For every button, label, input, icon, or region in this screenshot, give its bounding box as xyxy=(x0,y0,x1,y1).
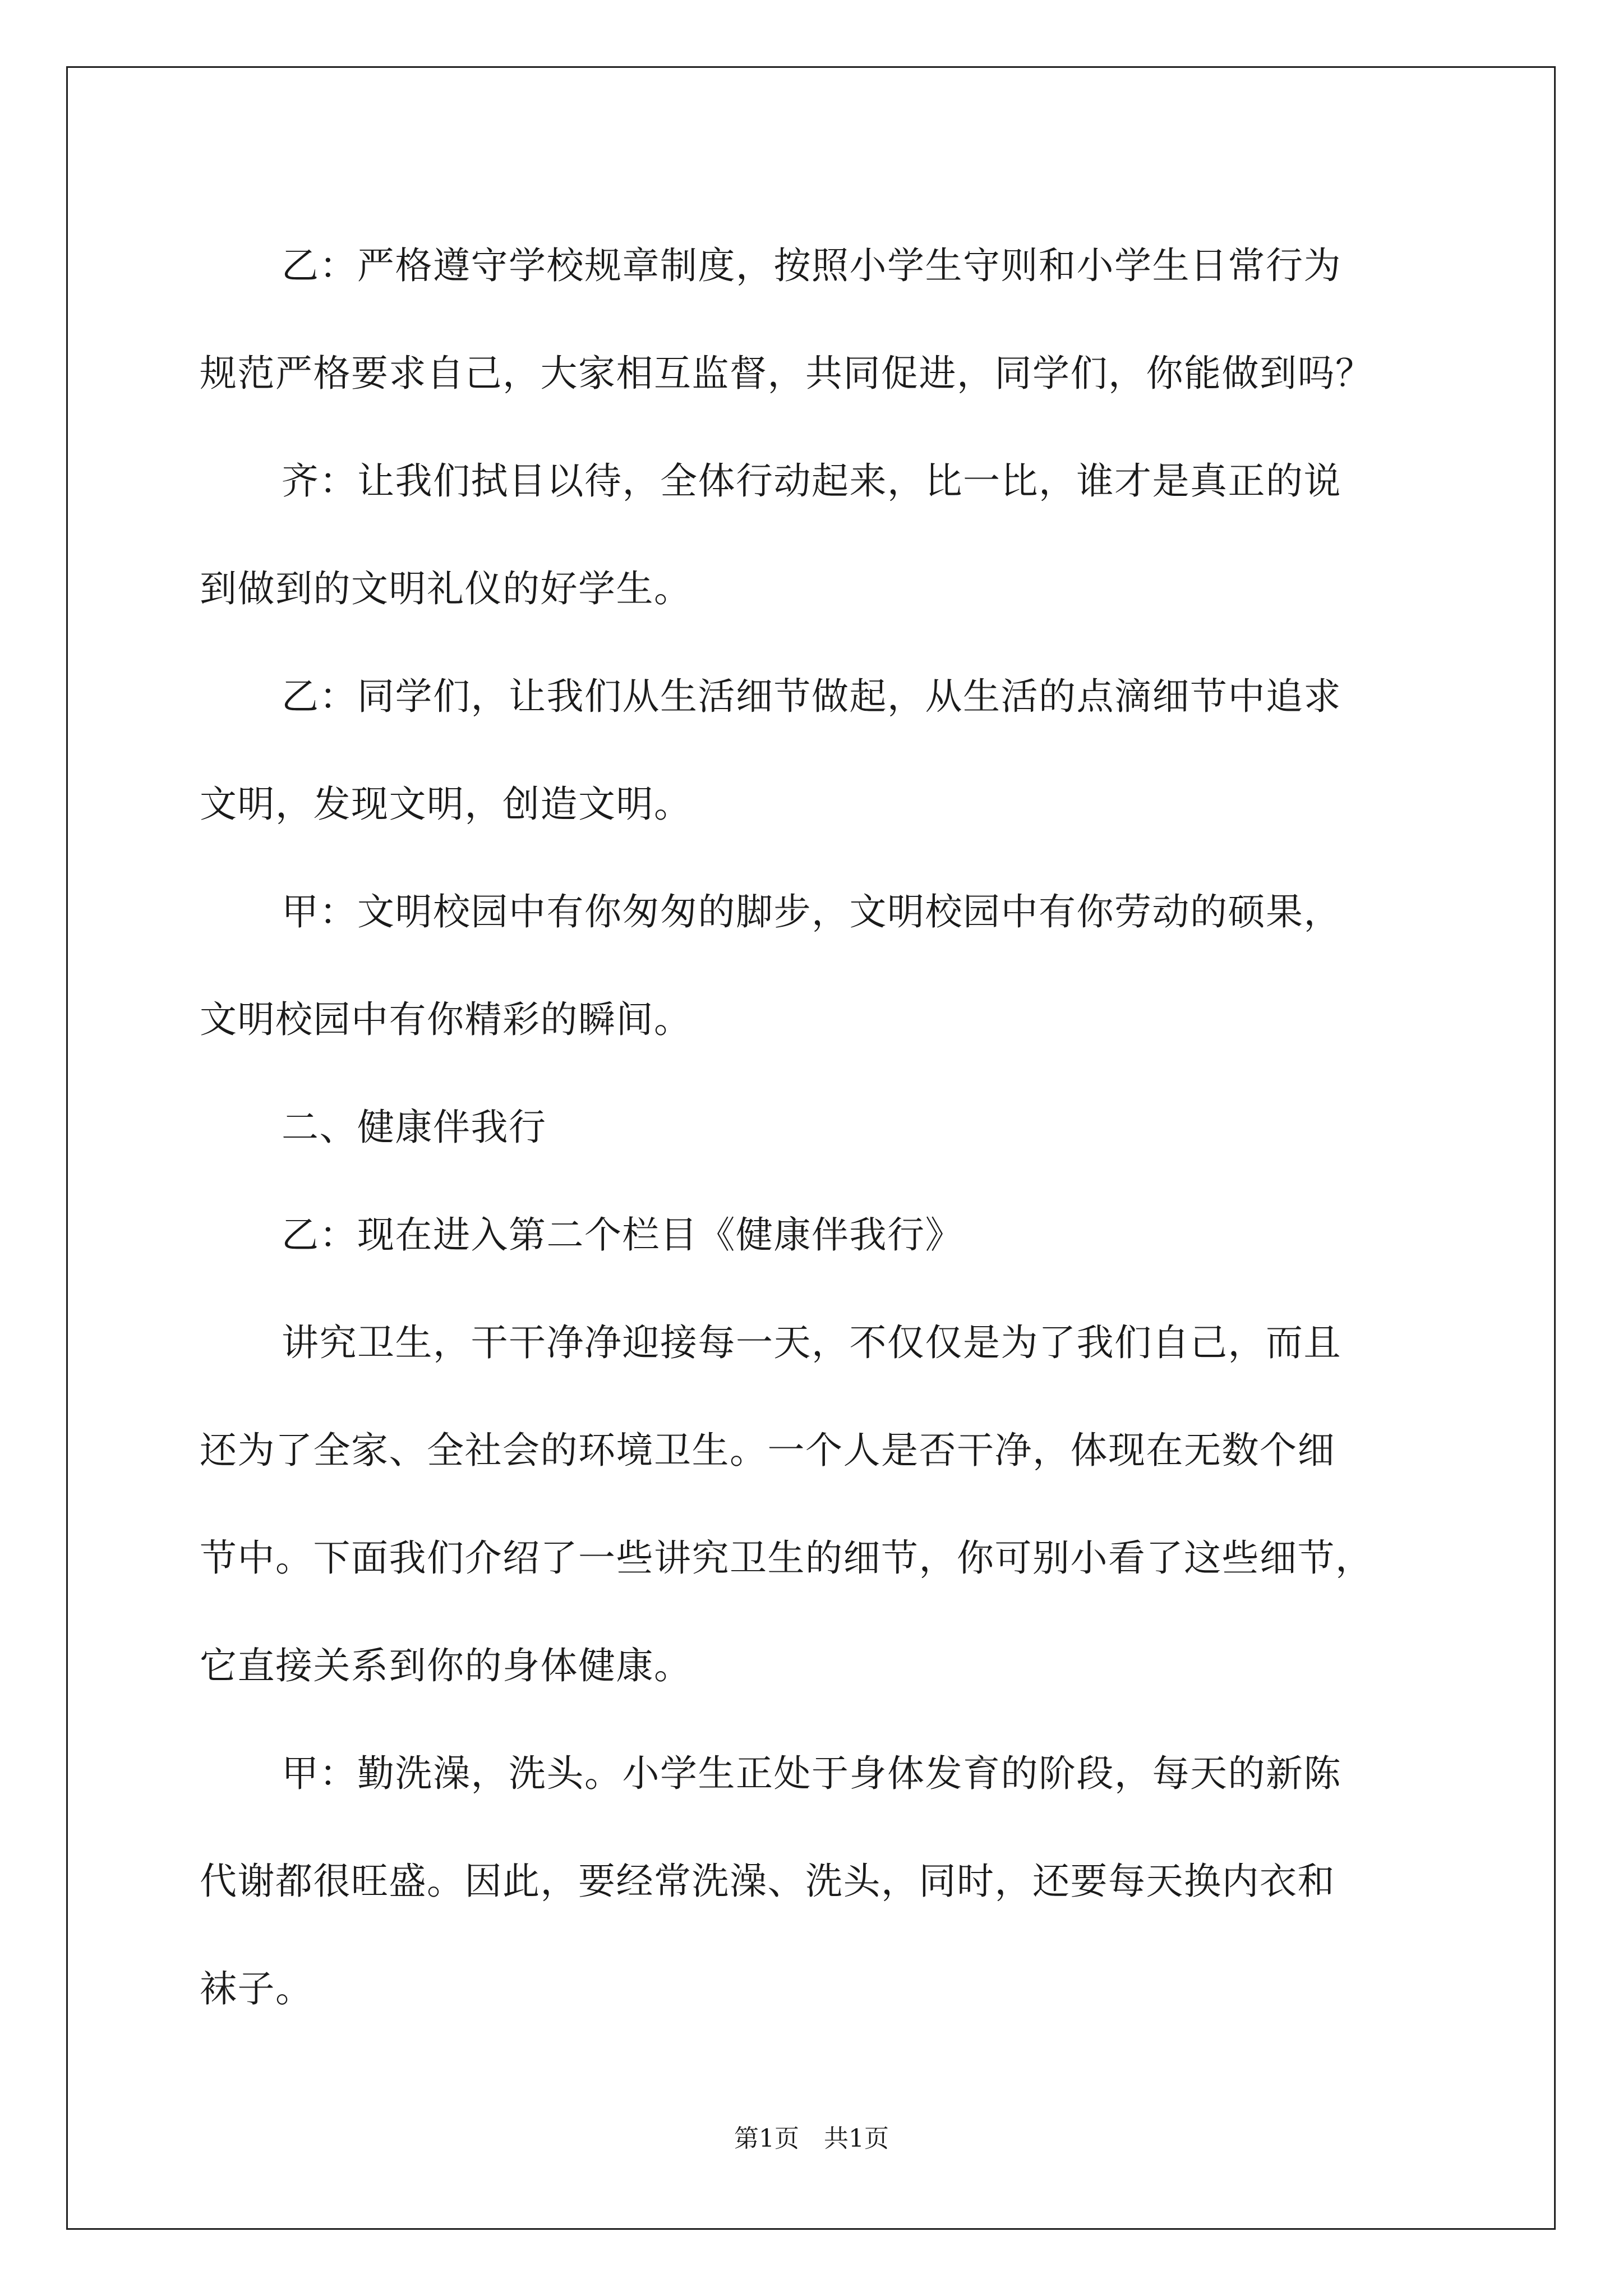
text-line: 甲：勤洗澡，洗头。小学生正处于身体发育的阶段，每天的新陈 xyxy=(282,1752,1341,1795)
text-line: 乙：同学们，让我们从生活细节做起，从生活的点滴细节中追求 xyxy=(282,675,1341,718)
text-line: 乙：严格遵守学校规章制度，按照小学生守则和小学生日常行为 xyxy=(282,244,1341,287)
section-heading: 二、健康伴我行 xyxy=(282,1106,547,1149)
text-line: 文明校园中有你精彩的瞬间。 xyxy=(200,998,692,1041)
text-line: 文明，发现文明，创造文明。 xyxy=(200,783,692,826)
page-number: 第1页 共1页 xyxy=(734,2124,889,2153)
text-line: 乙：现在进入第二个栏目《健康伴我行》 xyxy=(282,1213,963,1257)
text-line: 到做到的文明礼仪的好学生。 xyxy=(200,567,692,610)
text-line: 节中。下面我们介绍了一些讲究卫生的细节，你可别小看了这些细节， xyxy=(200,1536,1373,1580)
page-footer xyxy=(0,2118,1623,2154)
text-line: 齐：让我们拭目以待，全体行动起来，比一比，谁才是真正的说 xyxy=(282,459,1341,503)
text-line: 规范严格要求自己，大家相互监督，共同促进，同学们，你能做到吗？ xyxy=(200,352,1373,395)
text-line: 代谢都很旺盛。因此，要经常洗澡、洗头，同时，还要每天换内衣和 xyxy=(200,1860,1335,1903)
text-line: 甲：文明校园中有你匆匆的脚步，文明校园中有你劳动的硕果， xyxy=(282,890,1341,933)
text-line: 还为了全家、全社会的环境卫生。一个人是否干净，体现在无数个细 xyxy=(200,1429,1335,1472)
text-line: 讲究卫生，干干净净迎接每一天，不仅仅是为了我们自己，而且 xyxy=(282,1321,1341,1364)
text-line: 它直接关系到你的身体健康。 xyxy=(200,1644,692,1687)
text-line: 袜子。 xyxy=(200,1967,313,2010)
document-body xyxy=(200,212,1428,2043)
